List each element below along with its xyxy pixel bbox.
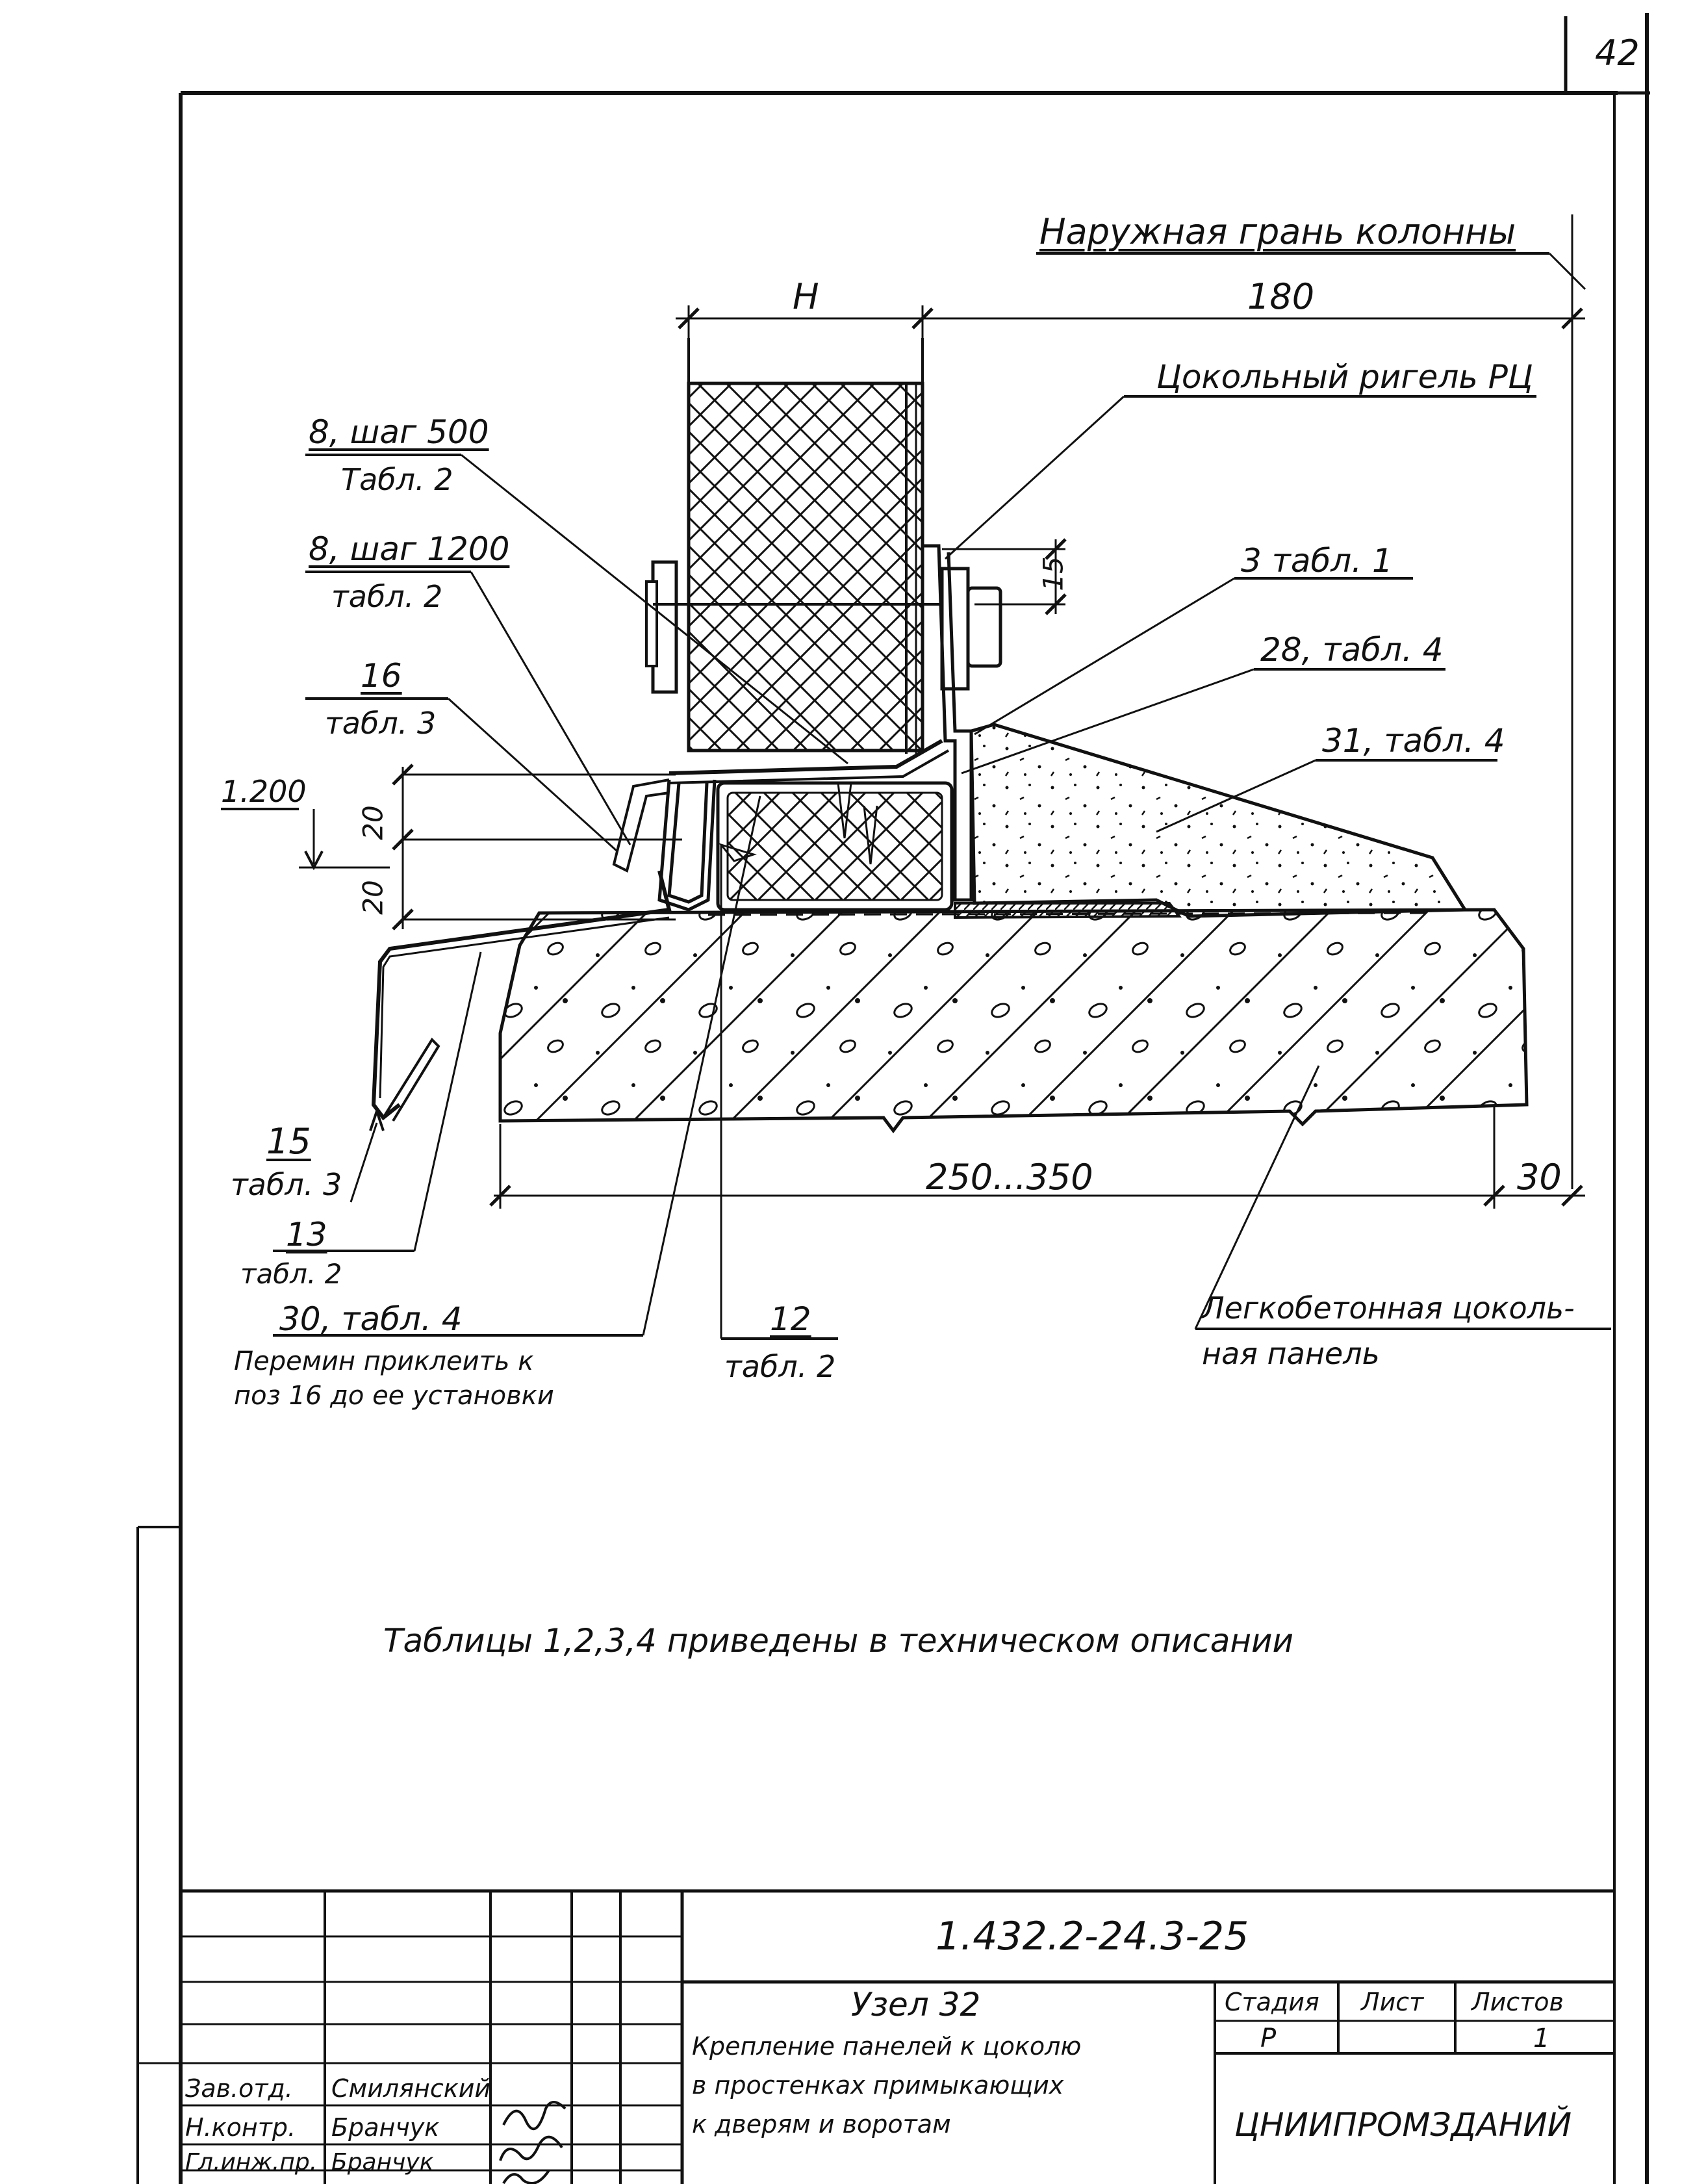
- name-head-of-dept: Смилянский: [331, 2074, 491, 2103]
- callout-8-step500-top: 8, шаг 500: [309, 413, 489, 451]
- callout-15-top: 15: [266, 1121, 311, 1162]
- callout-30: 30, табл. 4: [279, 1300, 463, 1338]
- dimension-180: 180: [1247, 276, 1315, 317]
- role-head-of-dept: Зав.отд.: [185, 2074, 293, 2103]
- callout-16-bottom: табл. 3: [325, 706, 437, 741]
- name-norm-control: Бранчук: [331, 2113, 440, 2142]
- callout-28: 28, табл. 4: [1260, 631, 1444, 669]
- panel-note-1: Легкобетонная цоколь-: [1202, 1291, 1575, 1326]
- callout-12-top: 12: [770, 1300, 811, 1338]
- dimension-30: 30: [1517, 1157, 1562, 1198]
- callout-13-top: 13: [286, 1216, 327, 1253]
- callout-12-bottom: табл. 2: [724, 1349, 836, 1384]
- drawing-code: 1.432.2-24.3-25: [936, 1914, 1249, 1959]
- role-chief-engineer: Гл.инж.пр.: [185, 2149, 318, 2176]
- sheet-header: Лист: [1361, 1988, 1424, 2016]
- callout-8-step1200-top: 8, шаг 1200: [309, 530, 510, 568]
- concrete-plinth-panel: [500, 910, 1527, 1131]
- dimension-250-350: 250...350: [926, 1157, 1093, 1198]
- description-line-2: в простенках примыкающих: [692, 2071, 1064, 2100]
- callout-16-top: 16: [361, 657, 402, 695]
- dimension-20-top: 20: [357, 805, 389, 840]
- organization: ЦНИИПРОМЗДАНИЙ: [1234, 2106, 1572, 2144]
- dimension-h: Н: [793, 276, 819, 317]
- name-chief-engineer: Бранчук: [331, 2149, 434, 2176]
- label-column-face: Наружная грань колонны: [1039, 211, 1516, 252]
- callout-15-bottom: табл. 3: [231, 1167, 342, 1202]
- callout-30-note-1: Перемин приклеить к: [234, 1346, 534, 1376]
- sheets-value: 1: [1533, 2023, 1550, 2053]
- description-line-3: к дверям и воротам: [692, 2110, 951, 2139]
- description-line-1: Крепление панелей к цоколю: [692, 2032, 1082, 2061]
- sheets-header: Листов: [1471, 1988, 1564, 2016]
- callout-13-bottom: табл. 2: [240, 1258, 342, 1290]
- wall-panel: [689, 338, 923, 754]
- callout-3: 3 табл. 1: [1241, 542, 1393, 580]
- tables-note: Таблицы 1,2,3,4 приведены в техническом описании: [383, 1622, 1294, 1660]
- callout-8-step1200-bottom: табл. 2: [331, 579, 443, 614]
- sheet-number: 42: [1595, 32, 1640, 73]
- callout-8-step500-bottom: Табл. 2: [341, 462, 453, 497]
- label-plinth-girder: Цокольный ригель РЦ: [1156, 358, 1533, 396]
- callout-30-note-2: поз 16 до ее установки: [234, 1381, 554, 1411]
- dimension-15: 15: [1037, 556, 1069, 591]
- node-title: Узел 32: [851, 1986, 981, 2023]
- dimension-20-bottom: 20: [357, 880, 389, 915]
- stage-header: Стадия: [1225, 1988, 1319, 2016]
- role-norm-control: Н.контр.: [185, 2113, 296, 2142]
- callout-31: 31, табл. 4: [1322, 722, 1505, 760]
- panel-note-2: ная панель: [1202, 1336, 1380, 1371]
- stage-value: Р: [1260, 2023, 1277, 2053]
- level-mark: 1.200: [221, 774, 307, 809]
